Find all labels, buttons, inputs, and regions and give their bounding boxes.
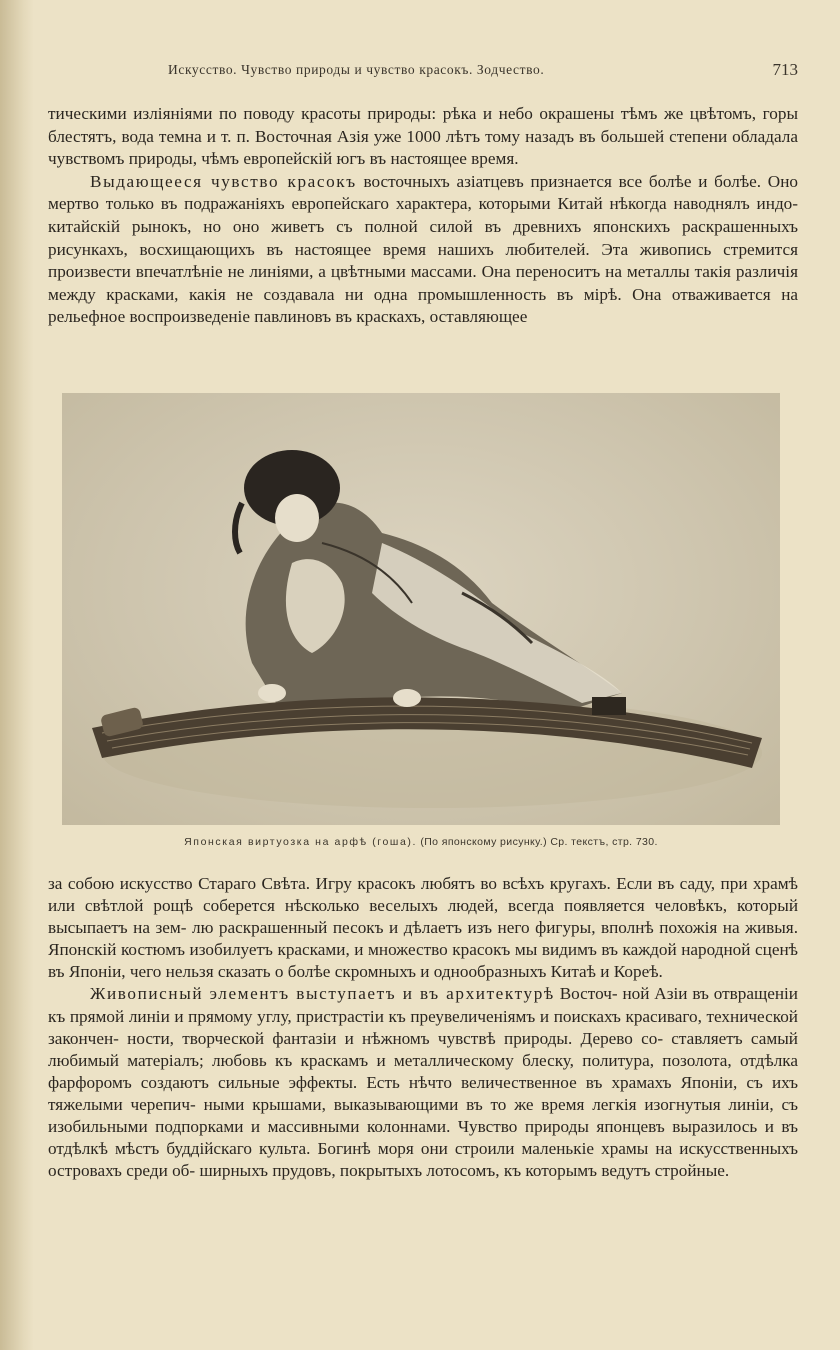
running-head <box>168 62 808 78</box>
text-line: мы видимъ въ каждой народной сценѣ въ Японiи, чего нельзя сказать о <box>48 940 799 982</box>
paragraph-color-play <box>48 873 798 983</box>
text-line: японцевъ выразилось и въ отдѣлкѣ мѣстъ буддiйскаго культа. Богинѣ <box>48 1117 799 1159</box>
text-block-top <box>48 103 798 329</box>
caption-source: (По японскому рисунку.) <box>420 836 547 848</box>
paragraph-continuation <box>48 103 798 171</box>
text-line: лю раскрашенный песокъ и дѣлаетъ изъ него фигуры, вполнѣ похожiя <box>192 918 718 938</box>
page-edge-shadow <box>0 0 34 1350</box>
text-line: на живыя. Японскiй костюмъ изобилуетъ красками, и множество красокъ <box>48 918 799 960</box>
text-line: блеску, политура, позолота, отдѣлка фарфоромъ создаютъ сильные эффекты. <box>48 1050 799 1092</box>
text-line: за собою искусство Стараго Свѣта. Игру красокъ любятъ во всѣхъ <box>48 874 545 893</box>
text-line: все болѣе и болѣе. Оно мертво только въ подражанiяхъ европейскаго <box>48 171 799 214</box>
text-line: кругахъ. Если въ саду, при храмѣ или свѣтлой рощѣ соберется нѣсколько <box>48 874 798 916</box>
text-line: восточныхъ азiатцевъ признается <box>356 171 612 191</box>
caption-reference: Ср. текстъ, стр. 730. <box>550 836 658 848</box>
illustration-koto-player <box>62 393 780 825</box>
text-line: ставляетъ самый любимый матерiалъ; любовь къ краскамъ и металлическому <box>48 1028 798 1070</box>
text-line: 1000 лѣтъ тому назадъ въ большей степени обладала чувствомъ природы, <box>48 126 798 169</box>
paragraph-lead: Выдающееся чувство красокъ <box>90 171 357 191</box>
text-line: съ изобильными подпорками и массивными колоннами. Чувство природы <box>48 1094 799 1137</box>
paragraph-architecture <box>48 983 798 1182</box>
text-line: моря они строили маленькiе храмы на искусственныхъ островахъ среди об- <box>48 1139 799 1181</box>
text-line: Восточ- <box>554 984 618 1004</box>
illustration-drawing <box>62 393 780 825</box>
paragraph-color-sense <box>48 171 798 329</box>
text-line: характера, которыми Китай нѣкогда наводнялъ индо-китайскiй рынокъ, <box>48 194 799 236</box>
page-number: 713 <box>772 60 798 79</box>
text-line: болѣе скромныхъ и однообразныхъ Китаѣ и Кореѣ. <box>287 962 663 982</box>
text-line: живопись стремится произвести впечатлѣнiе не линiями, а цвѣтными <box>48 239 798 282</box>
text-line: ной Азiи въ отвращенiи къ прямой линiи и прямому углу, пристрастiи <box>48 984 798 1026</box>
figure-caption <box>62 836 780 848</box>
caption-title: Японская виртуозка на арфѣ (гоша). <box>184 836 418 848</box>
text-line: ными крышами, выказывающими въ то же время легкiя изогнутыя линiи, <box>203 1094 774 1114</box>
text-line: массами. Она переноситъ на металлы такiя различiя между красками, <box>48 262 798 304</box>
text-line: какiя не создавала ни одна промышленность въ мiрѣ. Она отваживается <box>188 284 771 304</box>
text-line: на рельефное воспроизведенiе павлиновъ въ краскахъ, оставляющее <box>48 284 799 327</box>
text-line: Есть нѣчто величественное въ храмахъ Японiи, съ ихъ тяжелыми черепич- <box>48 1072 798 1114</box>
running-title: Искусство. Чувство природы и чувство красокъ. Зодчество. <box>168 62 545 77</box>
text-line: тѣмъ же цвѣтомъ, горы блестятъ, вода темна и т. п. Восточная Азiя уже <box>48 104 798 146</box>
text-line: къ преувеличенiямъ и поискахъ красиваго, технической закончен- <box>48 1006 799 1048</box>
text-line: тическими излiянiями по поводу красоты природы: рѣка и небо окрашены <box>48 104 615 123</box>
paragraph-lead: Живописный элементъ выступаетъ и въ архитектурѣ <box>90 984 555 1004</box>
text-line: веселыхъ людей, всегда появляется человѣкъ, который высыпаетъ на зем- <box>48 896 799 938</box>
text-line: ширныхъ прудовъ, покрытыхъ лотосомъ, къ которымъ ведутъ стройные. <box>199 1161 730 1181</box>
text-line: но оно живетъ съ полной силой въ древнихъ японскихъ раскрашенныхъ <box>203 216 798 236</box>
text-line: чѣмъ европейскiй югъ въ настоящее время. <box>201 149 519 169</box>
text-line: ности, творческой фантазiи и нѣжномъ чувствѣ природы. Дерево со- <box>127 1028 664 1048</box>
text-line: рисункахъ, восхищающихъ въ настоящее время нашихъ любителей. Эта <box>48 239 629 259</box>
text-block-bottom <box>48 873 798 1182</box>
